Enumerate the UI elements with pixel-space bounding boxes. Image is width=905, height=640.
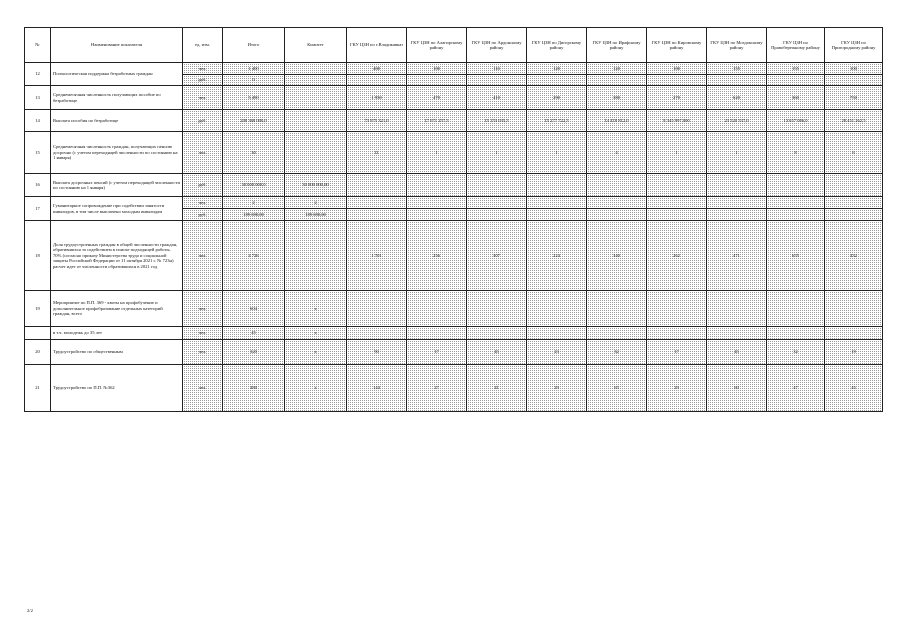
- district-cell: [647, 75, 707, 86]
- district-cell: [767, 291, 825, 327]
- table-row: [25, 174, 883, 197]
- header-district: ГКУ ЦЗН по Дигорскому району: [527, 28, 587, 63]
- indicator-name: Трудоустройство по общественным: [51, 340, 183, 365]
- district-cell: 400: [347, 63, 407, 75]
- district-cell: [467, 209, 527, 221]
- header-district: ГКУ ЦЗН по Моздокскому району: [707, 28, 767, 63]
- district-cell: 270: [647, 86, 707, 110]
- district-cell: [347, 174, 407, 197]
- total-cell: 0: [223, 75, 285, 86]
- district-cell: 41: [467, 365, 527, 412]
- unit-cell: чел.: [183, 221, 223, 291]
- unit-cell: руб.: [183, 75, 223, 86]
- unit-cell: руб.: [183, 110, 223, 132]
- district-cell: [825, 197, 883, 209]
- district-cell: 1: [707, 132, 767, 174]
- district-cell: 256: [407, 221, 467, 291]
- district-cell: [825, 174, 883, 197]
- indicator-name: Трудоустройство по П.П. №362: [51, 365, 183, 412]
- district-cell: [647, 197, 707, 209]
- district-cell: 340: [587, 221, 647, 291]
- unit-cell: чел.: [183, 86, 223, 110]
- table-row: [25, 197, 883, 209]
- district-cell: [825, 291, 883, 327]
- district-cell: 100: [647, 63, 707, 75]
- district-cell: [407, 327, 467, 340]
- row-number: 15: [25, 132, 51, 174]
- district-cell: [587, 291, 647, 327]
- district-cell: [347, 197, 407, 209]
- district-cell: 360: [767, 86, 825, 110]
- district-cell: 1 701: [347, 221, 407, 291]
- district-cell: 32: [767, 340, 825, 365]
- district-cell: 471: [707, 221, 767, 291]
- district-cell: 290: [527, 86, 587, 110]
- committee-cell: [285, 221, 347, 291]
- district-cell: [407, 197, 467, 209]
- table-row: [25, 221, 883, 291]
- header-district: ГКУ ЦЗН по Ирафскому району: [587, 28, 647, 63]
- district-cell: 8: [767, 132, 825, 174]
- district-cell: 14 418 812,0: [587, 110, 647, 132]
- district-cell: [467, 327, 527, 340]
- district-cell: 28 451 262,5: [825, 110, 883, 132]
- committee-cell: 2: [285, 197, 347, 209]
- header-district: ГКУ ЦЗН по Алагирскому району: [407, 28, 467, 63]
- district-cell: 120: [587, 63, 647, 75]
- indicator-name: Доля трудоустроенных граждан в общей численности граждан, обратившихся за содействием в поиске подходящей работы, 70% (согласно приказу Министерства труда и социальной защиты Российской Федерации от 11 октября 2021 г. № 723н) расчет идет от численности обратившихся в 2021 год: [51, 221, 183, 291]
- district-cell: [467, 291, 527, 327]
- district-cell: [467, 75, 527, 86]
- district-cell: [647, 209, 707, 221]
- committee-cell: х: [285, 327, 347, 340]
- district-cell: [407, 174, 467, 197]
- district-cell: 410: [467, 86, 527, 110]
- district-cell: [527, 75, 587, 86]
- total-cell: 189 690,00: [223, 209, 285, 221]
- indicators-table: [24, 27, 883, 412]
- district-cell: 17: [407, 340, 467, 365]
- unit-cell: чел.: [183, 132, 223, 174]
- unit-cell: чел.: [183, 197, 223, 209]
- district-cell: [707, 75, 767, 86]
- header-total: Итого: [223, 28, 285, 63]
- indicator-name: Гуманитарное сопровождение при содействии занятости инвалидов, в том числе выплачено молодым инвалидам: [51, 197, 183, 221]
- district-cell: 17: [647, 340, 707, 365]
- district-cell: [347, 75, 407, 86]
- district-cell: [647, 327, 707, 340]
- district-cell: 380: [587, 86, 647, 110]
- table-row: [25, 63, 883, 75]
- district-cell: [407, 291, 467, 327]
- indicator-name: Выплата досрочных пенсий (с учетом переходящей численности по состоянию на 1 января): [51, 174, 183, 197]
- district-cell: [527, 291, 587, 327]
- header-committee: Комитет: [285, 28, 347, 63]
- header-district: ГКУ ЦЗН по г.Владикавказ: [347, 28, 407, 63]
- table-row: [25, 86, 883, 110]
- district-cell: 60: [707, 365, 767, 412]
- district-cell: [767, 327, 825, 340]
- total-cell: 1 400: [223, 63, 285, 75]
- row-number: 20: [25, 340, 51, 365]
- indicator-name: в т.ч. молодежь до 35 лет: [51, 327, 183, 340]
- committee-cell: х: [285, 340, 347, 365]
- district-cell: [707, 197, 767, 209]
- district-cell: 23 520 537,0: [707, 110, 767, 132]
- district-cell: [587, 174, 647, 197]
- committee-cell: [285, 75, 347, 86]
- header-name: Наименование показателя: [51, 28, 183, 63]
- district-cell: 262: [647, 221, 707, 291]
- header-district: ГКУ ЦЗН по Правобережному району: [767, 28, 825, 63]
- row-number: 18: [25, 221, 51, 291]
- row-number: 14: [25, 110, 51, 132]
- district-cell: 155: [767, 63, 825, 75]
- unit-cell: руб.: [183, 174, 223, 197]
- page-number: 2/2: [27, 608, 33, 613]
- district-cell: 29: [647, 365, 707, 412]
- district-cell: 4: [587, 132, 647, 174]
- indicator-name: Среднемесячная численность граждан, получающих пенсию досрочно (с учетом переходящей численности по состоянию на 1 января): [51, 132, 183, 174]
- district-cell: [527, 327, 587, 340]
- indicator-name: Выплата пособия по безработице: [51, 110, 183, 132]
- total-cell: 45: [223, 327, 285, 340]
- total-cell: 4 726: [223, 221, 285, 291]
- district-cell: 15 277 722,5: [527, 110, 587, 132]
- district-cell: [587, 197, 647, 209]
- indicator-name: Среднемесячная численность получающих пособие по безработице: [51, 86, 183, 110]
- district-cell: 1: [407, 132, 467, 174]
- district-cell: 224: [527, 221, 587, 291]
- committee-cell: 30 000 000,00: [285, 174, 347, 197]
- district-cell: [527, 174, 587, 197]
- district-cell: 32: [587, 340, 647, 365]
- district-cell: [707, 327, 767, 340]
- unit-cell: чел.: [183, 365, 223, 412]
- table-row: [25, 327, 883, 340]
- unit-cell: чел.: [183, 63, 223, 75]
- district-cell: 6: [825, 132, 883, 174]
- header-unit: ед. изм.: [183, 28, 223, 63]
- district-cell: 120: [527, 63, 587, 75]
- table-row: [25, 340, 883, 365]
- district-cell: [647, 291, 707, 327]
- total-cell: 30: [223, 132, 285, 174]
- row-number: 16: [25, 174, 51, 197]
- district-cell: 155: [707, 63, 767, 75]
- row-number: [25, 327, 51, 340]
- committee-cell: х: [285, 291, 347, 327]
- district-cell: 23: [527, 340, 587, 365]
- district-cell: 73 975 321,0: [347, 110, 407, 132]
- district-cell: 655: [767, 221, 825, 291]
- row-number: 19: [25, 291, 51, 327]
- header-district: ГКУ ЦЗН по Кировскому району: [647, 28, 707, 63]
- row-number: 13: [25, 86, 51, 110]
- total-cell: 320: [223, 340, 285, 365]
- committee-cell: х: [285, 365, 347, 412]
- district-cell: [707, 209, 767, 221]
- district-cell: 470: [407, 86, 467, 110]
- district-cell: [707, 174, 767, 197]
- district-cell: [767, 197, 825, 209]
- district-cell: 750: [825, 86, 883, 110]
- committee-cell: [285, 86, 347, 110]
- total-cell: 2: [223, 197, 285, 209]
- district-cell: [527, 209, 587, 221]
- district-cell: [347, 209, 407, 221]
- table-row: [25, 110, 883, 132]
- indicator-name: Психологическая поддержка безработных граждан: [51, 63, 183, 86]
- district-cell: [347, 291, 407, 327]
- district-cell: 19: [825, 340, 883, 365]
- district-cell: 13 657 086,0: [767, 110, 825, 132]
- committee-cell: 189 690,00: [285, 209, 347, 221]
- total-cell: 604: [223, 291, 285, 327]
- committee-cell: [285, 63, 347, 75]
- header-row: [25, 28, 883, 63]
- district-cell: [825, 75, 883, 86]
- unit-cell: чел.: [183, 327, 223, 340]
- district-cell: [527, 197, 587, 209]
- header-district: ГКУ ЦЗН по Пригородному району: [825, 28, 883, 63]
- district-cell: [825, 209, 883, 221]
- district-cell: 17 071 257,5: [407, 110, 467, 132]
- district-cell: 1: [467, 132, 527, 174]
- district-cell: [407, 75, 467, 86]
- unit-cell: руб.: [183, 209, 223, 221]
- committee-cell: [285, 110, 347, 132]
- district-cell: [647, 174, 707, 197]
- total-cell: 208 368 000,0: [223, 110, 285, 132]
- district-cell: [707, 291, 767, 327]
- row-number: 21: [25, 365, 51, 412]
- district-cell: [825, 327, 883, 340]
- district-cell: 65: [587, 365, 647, 412]
- table-row: [25, 291, 883, 327]
- district-cell: [347, 327, 407, 340]
- district-cell: 100: [825, 63, 883, 75]
- district-cell: 45: [825, 365, 883, 412]
- unit-cell: чел.: [183, 340, 223, 365]
- district-cell: 110: [467, 63, 527, 75]
- district-cell: [407, 209, 467, 221]
- district-cell: [587, 209, 647, 221]
- district-cell: 27: [407, 365, 467, 412]
- district-cell: [767, 174, 825, 197]
- district-cell: 47: [767, 365, 825, 412]
- district-cell: [587, 327, 647, 340]
- total-cell: 30 000 000,0: [223, 174, 285, 197]
- district-cell: 1: [527, 132, 587, 174]
- district-cell: 100: [407, 63, 467, 75]
- unit-cell: чел.: [183, 291, 223, 327]
- table-row: [25, 365, 883, 412]
- district-cell: 1 950: [347, 86, 407, 110]
- header-num: №: [25, 28, 51, 63]
- district-cell: 45: [707, 340, 767, 365]
- district-cell: 8 345 997,000: [647, 110, 707, 132]
- district-cell: 307: [467, 221, 527, 291]
- district-cell: 90: [347, 340, 407, 365]
- district-cell: 144: [347, 365, 407, 412]
- district-cell: 15 153 035,5: [467, 110, 527, 132]
- district-cell: 1: [647, 132, 707, 174]
- table-body: [25, 63, 883, 412]
- district-cell: 432: [825, 221, 883, 291]
- table-row: [25, 132, 883, 174]
- total-cell: 5 490: [223, 86, 285, 110]
- district-cell: [467, 197, 527, 209]
- district-cell: [467, 174, 527, 197]
- district-cell: 11: [347, 132, 407, 174]
- total-cell: 480: [223, 365, 285, 412]
- committee-cell: [285, 132, 347, 174]
- district-cell: 620: [707, 86, 767, 110]
- district-cell: [767, 75, 825, 86]
- district-cell: [587, 75, 647, 86]
- header-district: ГКУ ЦЗН по Ардонскому району: [467, 28, 527, 63]
- district-cell: [767, 209, 825, 221]
- row-number: 12: [25, 63, 51, 86]
- district-cell: 29: [527, 365, 587, 412]
- row-number: 17: [25, 197, 51, 221]
- indicator-name: Мероприятие по П.П. 369 - квоты на профобучение и дополнительное профобразование отдельных категорий граждан, всего: [51, 291, 183, 327]
- district-cell: 45: [467, 340, 527, 365]
